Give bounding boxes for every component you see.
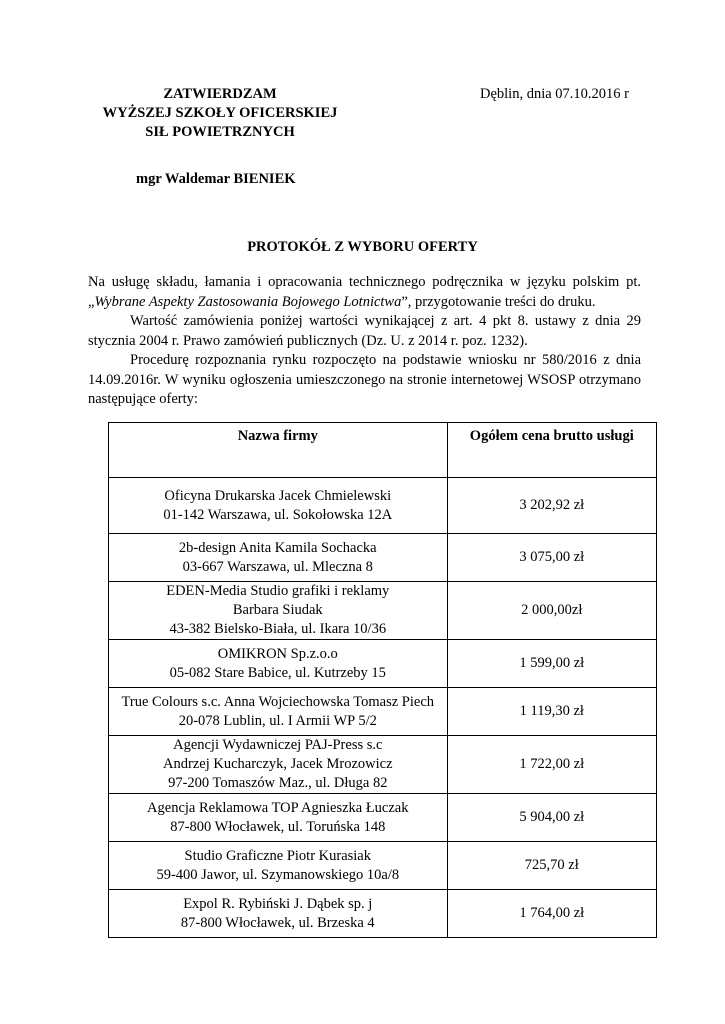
table-row [109, 736, 657, 794]
company-cell [109, 478, 448, 534]
book-title: Wybrane Aspekty Zastosowania Bojowego Lotnictwa [94, 293, 402, 310]
company-line: Barbara Siudak [232, 602, 323, 618]
company-line: 97-200 Tomaszów Maz., ul. Długa 82 [168, 775, 388, 791]
table-row [109, 842, 657, 890]
company-line: Studio Graficzne Piotr Kurasiak [184, 847, 371, 864]
signer-name: mgr Waldemar BIENIEK [136, 171, 296, 187]
company-line: 01-142 Warszawa, ul. Sokołowska 12A [163, 506, 393, 523]
approval-line: ZATWIERDZAM [163, 86, 277, 102]
price-cell: 1 722,00 zł [447, 736, 656, 794]
company-cell [109, 736, 448, 794]
table-row [109, 890, 657, 938]
price-cell: 3 075,00 zł [447, 534, 656, 582]
company-line: 2b-design Anita Kamila Sochacka [178, 539, 377, 556]
approval-block [90, 85, 350, 142]
paragraph-service-start: Na usługę składu, łamania i opracowania technicznego podręcznika w języku polskim pt. „ [88, 274, 641, 310]
price-cell: 725,70 zł [447, 842, 656, 890]
company-cell [109, 842, 448, 890]
company-line: 59-400 Jawor, ul. Szymanowskiego 10a/8 [156, 866, 400, 883]
company-line: Andrzej Kucharczyk, Jacek Mrozowicz [163, 756, 393, 772]
company-line: 20-078 Lublin, ul. I Armii WP 5/2 [178, 712, 377, 729]
company-line: 43-382 Bielsko-Biała, ul. Ikara 10/36 [169, 621, 387, 637]
company-line: 05-082 Stare Babice, ul. Kutrzeby 15 [169, 664, 386, 681]
company-cell [109, 688, 448, 736]
table-row [109, 478, 657, 534]
company-line: Agencja Reklamowa TOP Agnieszka Łuczak [147, 799, 409, 816]
offers-table [108, 422, 657, 938]
price-cell: 1 599,00 zł [447, 640, 656, 688]
price-cell: 1 764,00 zł [447, 890, 656, 938]
place-date: Dęblin, dnia 07.10.2016 r [480, 86, 630, 102]
company-cell [109, 534, 448, 582]
paragraph-procedure: Procedurę rozpoznania rynku rozpoczęto na podstawie wniosku nr 580/2016 z dnia 14.09.2016r. W wyniku ogłoszenia umieszczonego na stronie internetowej WSOSP otrzymano następujące oferty: [88, 352, 641, 407]
paragraph-service-end: ”, przygotowanie treści do druku. [401, 293, 596, 310]
approval-line: SIŁ POWIETRZNYCH [145, 124, 295, 140]
paragraph-service [88, 273, 641, 312]
company-line: 03-667 Warszawa, ul. Mleczna 8 [182, 558, 373, 575]
company-cell [109, 794, 448, 842]
table-row [109, 582, 657, 640]
document-title: PROTOKÓŁ Z WYBORU OFERTY [247, 239, 478, 255]
company-line: Oficyna Drukarska Jacek Chmielewski [164, 487, 392, 504]
column-header-company: Nazwa firmy [109, 423, 448, 478]
company-cell [109, 890, 448, 938]
table-row [109, 794, 657, 842]
table-row [109, 640, 657, 688]
column-header-price: Ogółem cena brutto usługi [447, 423, 656, 478]
table-row [109, 688, 657, 736]
company-cell [109, 640, 448, 688]
company-cell [109, 582, 448, 640]
approval-line: WYŻSZEJ SZKOŁY OFICERSKIEJ [102, 105, 338, 121]
company-line: OMIKRON Sp.z.o.o [217, 645, 338, 662]
price-cell: 1 119,30 zł [447, 688, 656, 736]
company-line: 87-800 Włocławek, ul. Toruńska 148 [170, 818, 386, 835]
company-line: 87-800 Włocławek, ul. Brzeska 4 [180, 914, 375, 931]
paragraph-value: Wartość zamówienia poniżej wartości wynikającej z art. 4 pkt 8. ustawy z dnia 29 stycznia 2004 r. Prawo zamówień publicznych (Dz. U. z 2014 r. poz. 1232). [88, 313, 641, 349]
table-header-row [109, 423, 657, 478]
price-cell: 5 904,00 zł [447, 794, 656, 842]
company-line: True Colours s.c. Anna Wojciechowska Tomasz Piech [121, 693, 435, 710]
body-text [88, 273, 641, 410]
company-line: Expol R. Rybiński J. Dąbek sp. j [183, 895, 373, 912]
price-cell: 2 000,00zł [447, 582, 656, 640]
company-line: Agencji Wydawniczej PAJ-Press s.c [173, 737, 383, 753]
price-cell: 3 202,92 zł [447, 478, 656, 534]
table-row [109, 534, 657, 582]
company-line: EDEN-Media Studio grafiki i reklamy [166, 583, 390, 599]
